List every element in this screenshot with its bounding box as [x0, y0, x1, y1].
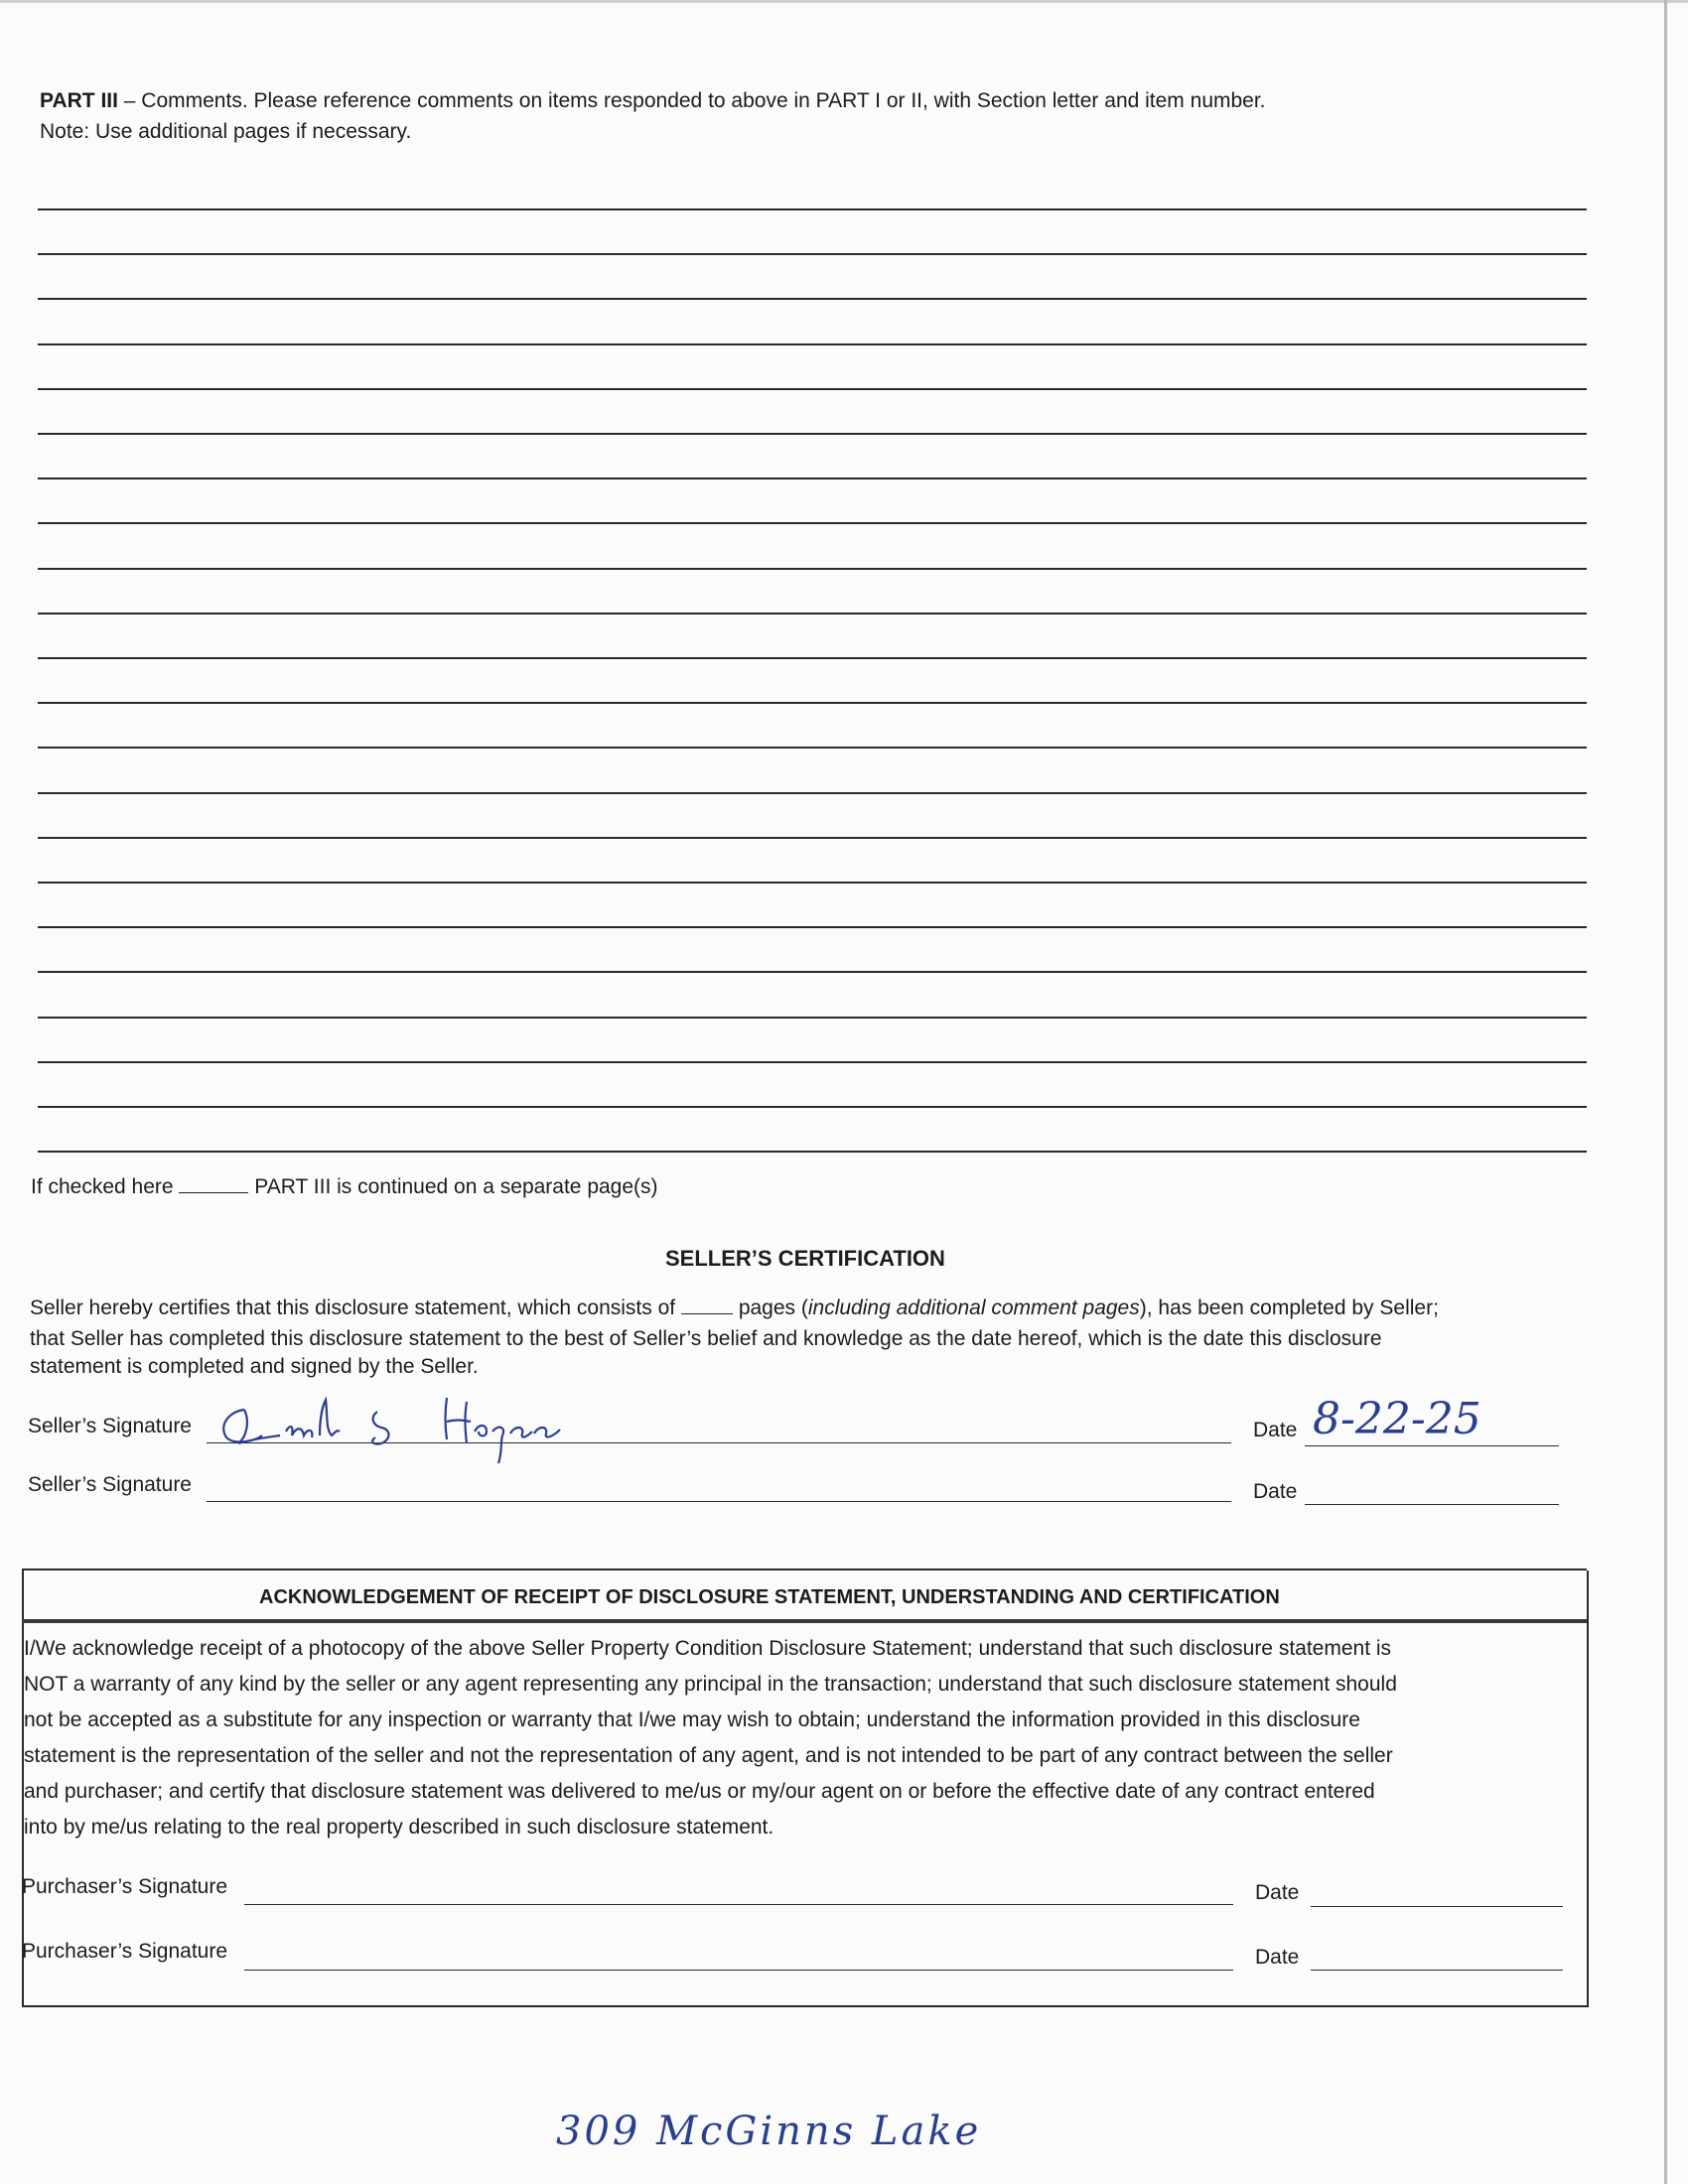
continued-prefix: If checked here	[31, 1175, 174, 1198]
ack-line-6: into by me/us relating to the real property described in such disclosure statement.	[24, 1816, 774, 1839]
comment-line[interactable]	[38, 926, 1587, 928]
purchaser-date-line-2[interactable]	[1311, 1970, 1563, 1971]
acknowledgement-body	[24, 1631, 1397, 1845]
comment-line[interactable]	[38, 747, 1587, 749]
seller-certification-title: SELLER’S CERTIFICATION	[665, 1246, 945, 1271]
comment-line[interactable]	[38, 568, 1587, 570]
comment-line[interactable]	[38, 971, 1587, 973]
page-top-edge	[0, 0, 1688, 3]
continued-line	[31, 1172, 658, 1200]
seller-cert-line1-c: ), has been completed by Seller;	[1139, 1297, 1439, 1319]
purchaser-date-line-1[interactable]	[1311, 1906, 1563, 1907]
purchaser-signature-label-2: Purchaser’s Signature	[22, 1940, 228, 1963]
continued-suffix: PART III is continued on a separate page(s)	[254, 1175, 658, 1198]
seller-date-label-2: Date	[1253, 1480, 1298, 1503]
comment-line[interactable]	[38, 388, 1587, 390]
page-right-edge	[1664, 0, 1667, 2184]
ack-line-2: NOT a warranty of any kind by the seller or any agent representing any principal in the transaction; understand that such disclosure statement should	[24, 1673, 1397, 1696]
continued-check-blank[interactable]	[179, 1172, 248, 1193]
purchaser-signature-label-1: Purchaser’s Signature	[22, 1875, 228, 1898]
part3-instruction-text: – Comments. Please reference comments on items responded to above in PART I or II, with Section letter and item number.	[117, 89, 1266, 112]
comment-line[interactable]	[38, 1017, 1587, 1019]
seller-signature-1	[211, 1392, 568, 1469]
seller-date-label-1: Date	[1253, 1419, 1298, 1441]
ack-header-underline	[22, 1619, 1587, 1623]
comment-line[interactable]	[38, 702, 1587, 704]
seller-cert-line1-a: Seller hereby certifies that this disclosure statement, which consists of	[30, 1297, 676, 1319]
seller-cert-line1-italic: including additional comment pages	[807, 1297, 1140, 1319]
comment-line[interactable]	[38, 343, 1587, 345]
ack-line-1: I/We acknowledge receipt of a photocopy of the above Seller Property Condition Disclosure Statement; understand that such disclosure statement is	[24, 1637, 1392, 1660]
comment-line[interactable]	[38, 253, 1587, 255]
comment-line[interactable]	[38, 478, 1587, 479]
comment-line[interactable]	[38, 613, 1587, 614]
part3-label: PART III	[40, 89, 118, 112]
seller-cert-line2: that Seller has completed this disclosure statement to the best of Seller’s belief and knowledge as the date hereof, which is the date this disclosure	[30, 1327, 1382, 1350]
part3-instruction	[40, 88, 1266, 114]
comment-line[interactable]	[38, 298, 1587, 300]
comment-line[interactable]	[38, 657, 1587, 659]
comment-line[interactable]	[38, 208, 1587, 210]
comment-line[interactable]	[38, 882, 1587, 884]
purchaser-signature-line-1[interactable]	[244, 1904, 1233, 1905]
comment-line[interactable]	[38, 1106, 1587, 1108]
handwritten-address-note: 309 McGinns Lake	[556, 2109, 982, 2154]
ack-line-5: and purchaser; and certify that disclosure statement was delivered to me/us or my/our agent on or before the effective date of any contract entered	[24, 1780, 1375, 1803]
seller-signature-line-2[interactable]	[207, 1501, 1231, 1502]
purchaser-date-label-1: Date	[1255, 1881, 1300, 1904]
comment-line[interactable]	[38, 1151, 1587, 1153]
purchaser-signature-line-2[interactable]	[244, 1970, 1233, 1971]
acknowledgement-title: ACKNOWLEDGEMENT OF RECEIPT OF DISCLOSURE STATEMENT, UNDERSTANDING AND CERTIFICATION	[259, 1586, 1280, 1608]
comment-line[interactable]	[38, 522, 1587, 524]
comment-line[interactable]	[38, 792, 1587, 794]
seller-date-line-2[interactable]	[1305, 1504, 1559, 1505]
purchaser-date-label-2: Date	[1255, 1946, 1300, 1969]
seller-cert-line1	[30, 1294, 1439, 1321]
seller-date-line-1[interactable]	[1305, 1445, 1559, 1446]
ack-line-4: statement is the representation of the seller and not the representation of any agent, and is not intended to be part of any contract between the seller	[24, 1744, 1393, 1767]
page-count-blank[interactable]	[681, 1294, 733, 1314]
part3-note: Note: Use additional pages if necessary.	[40, 120, 412, 143]
seller-signature-label-1: Seller’s Signature	[28, 1415, 192, 1437]
comment-line[interactable]	[38, 1061, 1587, 1063]
ack-line-3: not be accepted as a substitute for any inspection or warranty that I/we may wish to obtain; understand the information provided in this disclosure	[24, 1708, 1360, 1731]
comment-line[interactable]	[38, 837, 1587, 839]
seller-signature-label-2: Seller’s Signature	[28, 1473, 192, 1496]
seller-cert-line1-b: pages (	[738, 1297, 808, 1319]
comment-line[interactable]	[38, 433, 1587, 435]
seller-date-value-1: 8-22-25	[1313, 1394, 1481, 1444]
seller-cert-line3: statement is completed and signed by the Seller.	[30, 1355, 479, 1378]
